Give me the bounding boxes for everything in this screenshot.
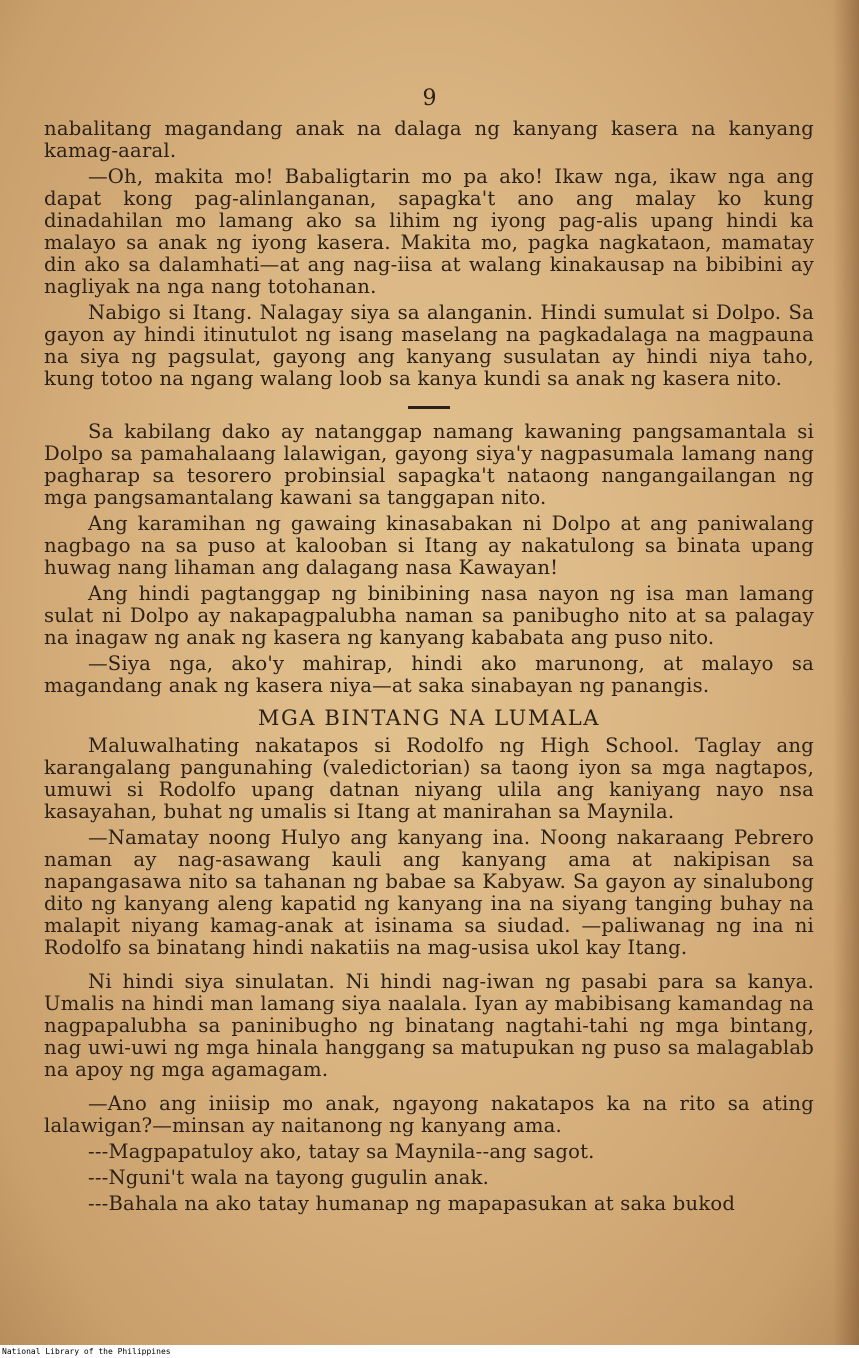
paragraph: ---Bahala na ako tatay humanap ng mapapasukan at saka bukod (88, 1192, 736, 1215)
paragraph: Ni hindi siya sinulatan. Ni hindi nag-iwan ng pasabi para sa kanya. Umalis na hindi man lamang siya naalala. Iyan ay mabibisang kamandag na nagpapalubha sa paninibugho ng binatang nagtahi-tahi ng mga bintang, nag uwi-uwi ng mga hinala hanggang sa matupukan ng puso sa malagablab na apoy ng mga agamagam. (44, 970, 814, 1081)
section-title: MGA BINTANG NA LUMALA (257, 706, 601, 730)
paragraph: —Oh, makita mo! Babaligtarin mo pa ako! Ikaw nga, ikaw nga ang dapat kong pag-alinlanganan, sapagka't ano ang malay ko kung dinadahilan mo lamang ako sa lihim ng iyong pag-alis upang hindi ka malayo sa anak ng iyong kasera. Makita mo, pagka nagkataon, mamatay din ako sa dalamhati—at ang nag-iisa at walang kinakausap na bibibini ay nagliyak na nga nang totohanan. (44, 165, 814, 298)
paragraph: —Namatay noong Hulyo ang kanyang ina. Noong nakaraang Pebrero naman ay nag-asawang kauli ang kanyang ama at nakipisan sa napangasawa nito sa tahanan ng babae sa Kabyaw. Sa gayon ay sinalubong dito ng kanyang aleng kapatid ng kanyang ina na siyang tanging buhay na malapit niyang kamag-anak at isinama sa siudad. —paliwanag ng ina ni Rodolfo sa binatang hindi nakatiis na mag-usisa ukol kay Itang. (44, 826, 814, 959)
paragraph: Ang hindi pagtanggap ng binibining nasa nayon ng isa man lamang sulat ni Dolpo ay nakapagpalubha naman sa panibugho nito at sa palagay na inagaw ng anak ng kasera ng kanyang kababata ang puso nito. (44, 582, 814, 649)
paragraph: ---Nguni't wala na tayong gugulin anak. (88, 1166, 490, 1189)
paragraph: —Ano ang iniisip mo anak, ngayong nakatapos ka na rito sa ating lalawigan?—minsan ay naitanong ng kanyang ama. (44, 1092, 814, 1137)
page-body (44, 118, 814, 1219)
page-number: 9 (422, 86, 437, 111)
paragraph: ---Magpapatuloy ako, tatay sa Maynila--ang sagot. (88, 1140, 595, 1163)
section-divider (408, 406, 450, 409)
paragraph: nabalitang magandang anak na dalaga ng kanyang kasera na kanyang kamag-aaral. (44, 117, 814, 162)
paragraph: Ang karamihan ng gawaing kinasabakan ni Dolpo at ang paniwalang nagbago na sa puso at kalooban si Itang ay nakatulong sa binata upang huwag nang lihaman ang dalagang nasa Kawayan! (44, 512, 814, 579)
paragraph: Nabigo si Itang. Nalagay siya sa alanganin. Hindi sumulat si Dolpo. Sa gayon ay hindi itinutulot ng isang maselang na pagkadalaga na magpauna na siya ng pagsulat, gayong ang kanyang susulatan ay hindi niya taho, kung totoo na ngang walang loob sa kanya kundi sa anak ng kasera nito. (44, 301, 814, 390)
library-footer: National Library of the Philippines (0, 1345, 859, 1358)
page-edge-shadow (833, 0, 859, 1345)
paragraph: —Siya nga, ako'y mahirap, hindi ako marunong, at malayo sa magandang anak ng kasera niya—at saka sinabayan ng panangis. (44, 652, 814, 697)
paragraph: Sa kabilang dako ay natanggap namang kawaning pangsamantala si Dolpo sa pamahalaang lalawigan, gayong siya'y nagpasumala lamang nang pagharap sa tesorero probinsial sapagka't nataong nangangailangan ng mga pangsamantalang kawani sa tanggapan nito. (44, 420, 814, 509)
paragraph: Maluwalhating nakatapos si Rodolfo ng High School. Taglay ang karangalang pangunahing (valedictorian) sa taong iyon sa mga nagtapos, umuwi si Rodolfo upang datnan niyang ulila ang kaniyang nayo nsa kasayahan, buhat ng umalis si Itang at manirahan sa Maynila. (44, 734, 814, 823)
